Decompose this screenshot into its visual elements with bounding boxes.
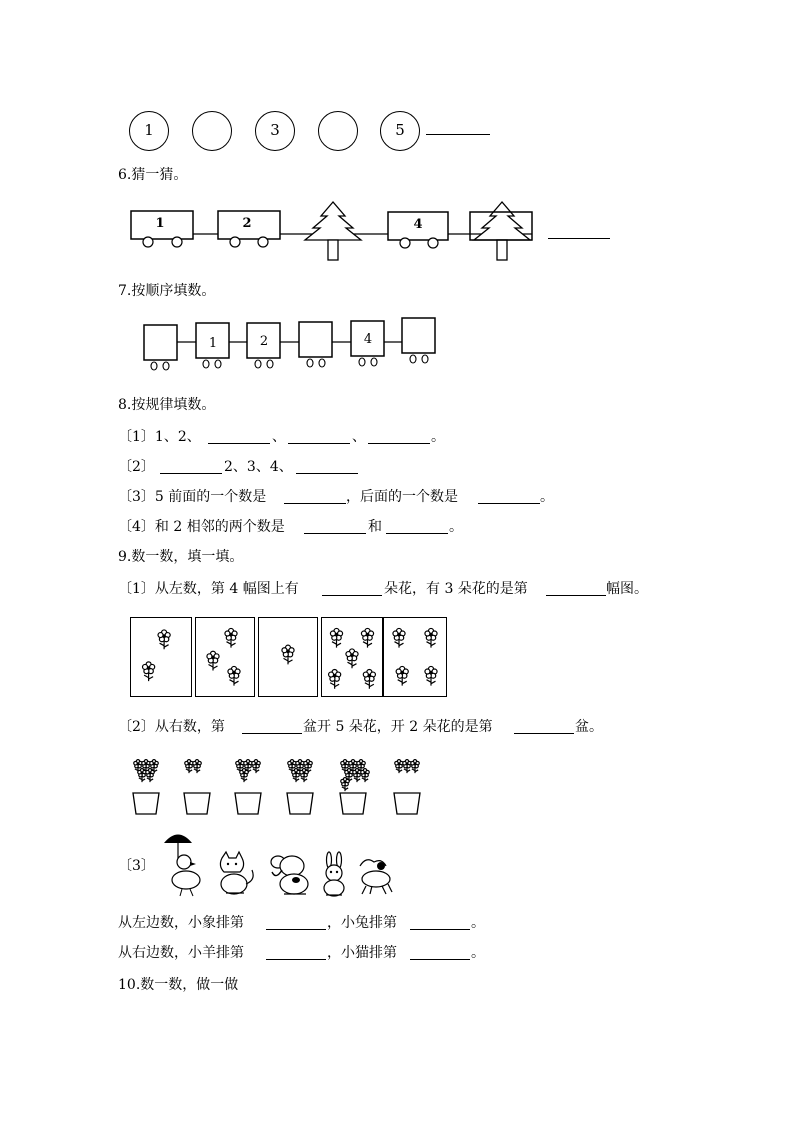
- question-10-title: 10.数一数，做一做: [118, 977, 239, 993]
- sequence-car-number: 4: [363, 332, 373, 347]
- q9-part-1-text: 幅图。: [606, 581, 648, 597]
- cat-icon: [220, 852, 253, 894]
- question-7-title: 7.按顺序填数。: [118, 283, 216, 299]
- separator: 、: [352, 429, 366, 445]
- separator: 、: [272, 429, 286, 445]
- question-8-title: 8.按规律填数。: [118, 397, 216, 413]
- label: 〔1〕1、2、: [118, 429, 201, 445]
- number-circle: 3: [255, 111, 295, 151]
- q9-part-3-text: 从右边数，小羊排第: [118, 945, 244, 961]
- q9-part-2-text: 盆。: [575, 719, 603, 735]
- label: 〔2〕: [118, 459, 155, 475]
- period: 。: [449, 519, 463, 535]
- number-circle: 1: [129, 111, 169, 151]
- train-car-number: 1: [155, 216, 165, 231]
- period: 。: [540, 489, 554, 505]
- q8-line-3-text: 〔3〕5 前面的一个数是: [118, 489, 267, 505]
- answer-blank[interactable]: [410, 929, 470, 930]
- question-9-title: 9.数一数，填一填。: [118, 549, 244, 565]
- number-circle: 5: [380, 111, 420, 151]
- train-car-number: 2: [242, 216, 252, 231]
- goat-icon: [360, 860, 392, 894]
- q9-part-2-text: 盆开 5 朵花，开 2 朵花的是第: [303, 719, 493, 735]
- answer-blank[interactable]: [266, 929, 326, 930]
- period: 。: [471, 915, 485, 931]
- rabbit-icon: [324, 852, 344, 896]
- elephant-icon: [271, 856, 308, 894]
- q9-part-3-text: ，小猫排第: [327, 945, 397, 961]
- sequence-car-number: 1: [208, 336, 218, 351]
- q8-line-4-text: 和: [368, 519, 382, 535]
- answer-blank[interactable]: [266, 959, 326, 960]
- duck-umbrella-icon: [164, 835, 200, 897]
- q9-part-2-text: 〔2〕从右数，第: [118, 719, 225, 735]
- train-car-number: 4: [413, 217, 423, 232]
- q9-part-1-text: 朵花，有 3 朵花的是第: [384, 581, 528, 597]
- q8-line-4-text: 〔4〕和 2 相邻的两个数是: [118, 519, 285, 535]
- q8-line-3-text: ，后面的一个数是: [346, 489, 458, 505]
- sequence-text: 2、3、4、: [224, 459, 293, 475]
- period: 。: [471, 945, 485, 961]
- q9-part-1-text: 〔1〕从左数，第 4 幅图上有: [118, 581, 299, 597]
- answer-blank[interactable]: [410, 959, 470, 960]
- q9-part-3-label: 〔3〕: [118, 858, 155, 874]
- q9-part-3-text: 从左边数，小象排第: [118, 915, 244, 931]
- question-6-title: 6.猜一猜。: [118, 167, 188, 183]
- period: 。: [431, 429, 445, 445]
- q9-part-3-text: ，小兔排第: [327, 915, 397, 931]
- sequence-car-number: 2: [259, 334, 269, 349]
